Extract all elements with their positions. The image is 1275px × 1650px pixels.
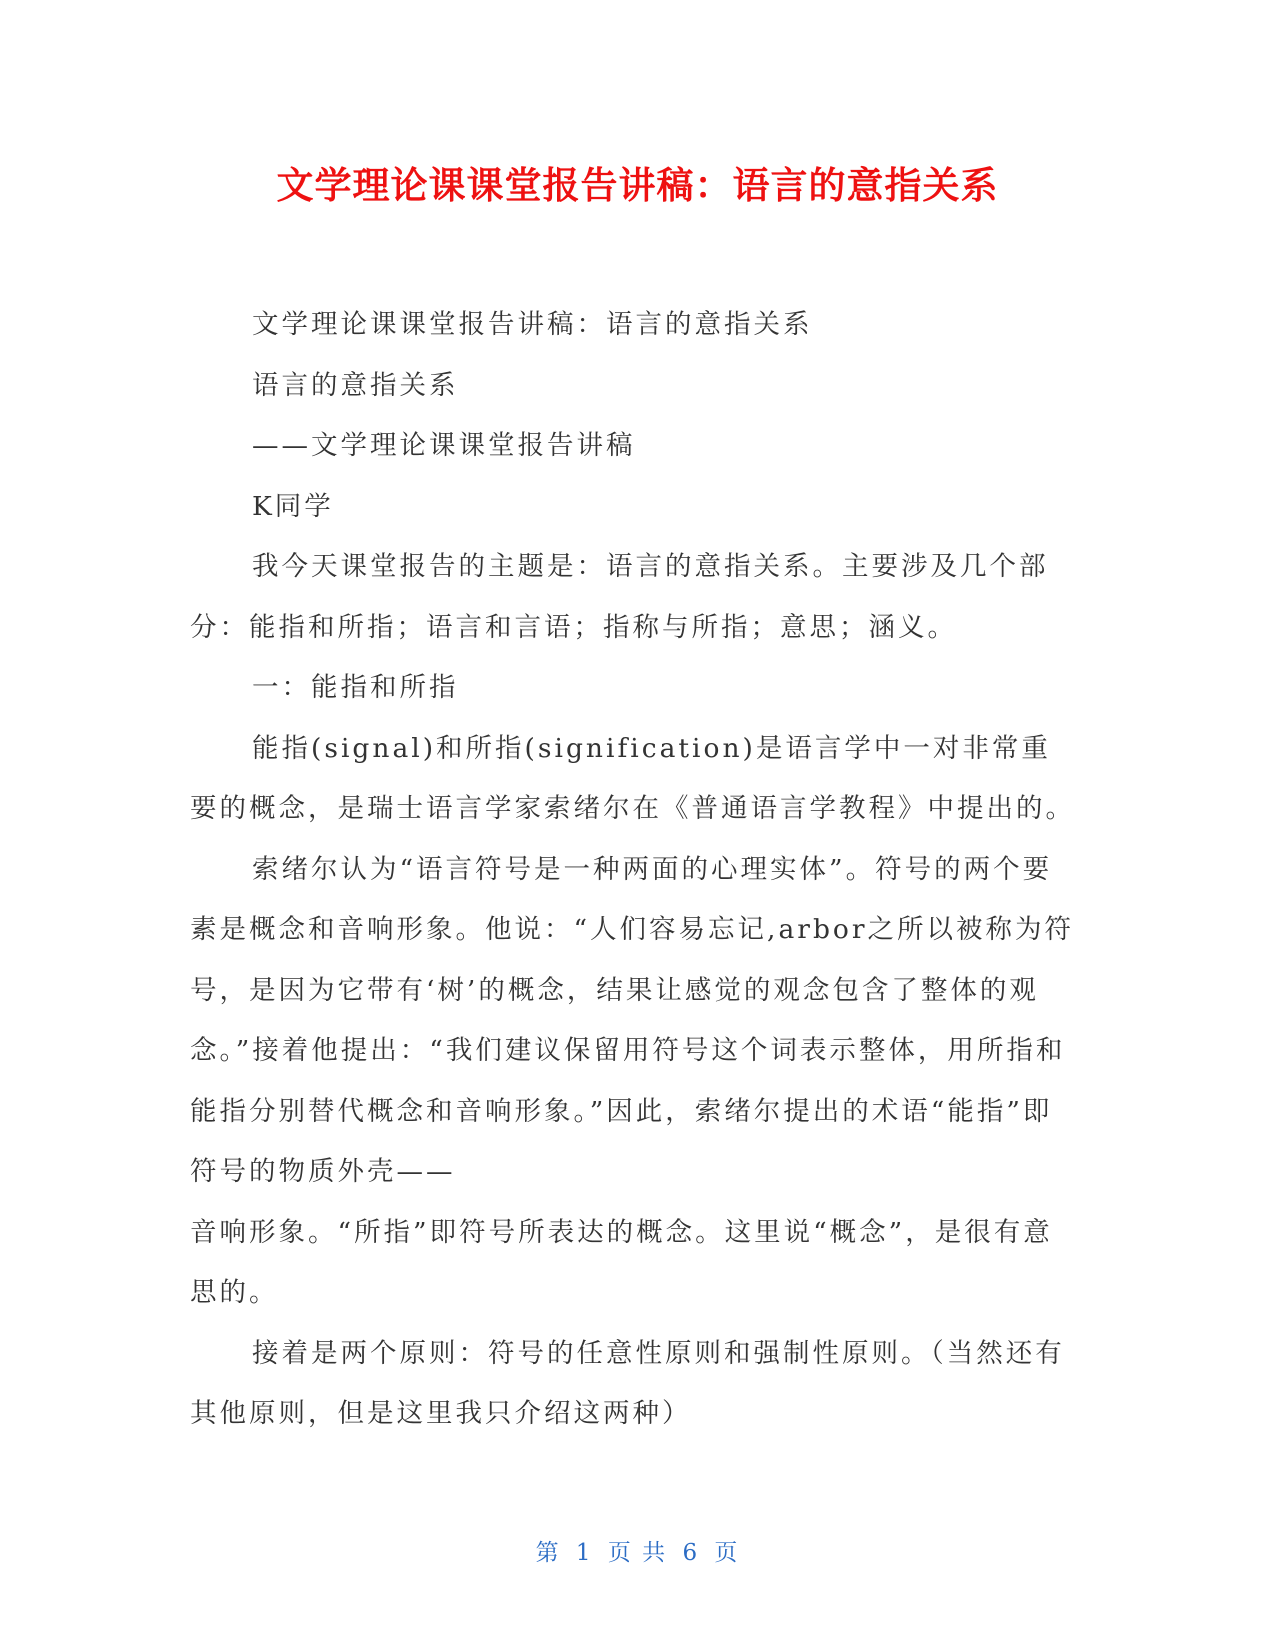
paragraph: 接着是两个原则：符号的任意性原则和强制性原则。（当然还有其他原则，但是这里我只介绍这两种） <box>190 1337 1065 1429</box>
paragraph: K同学 <box>252 490 334 522</box>
paragraph: 语言的意指关系 <box>252 369 459 401</box>
paragraph: 索绪尔认为“语言符号是一种两面的心理实体”。符号的两个要素是概念和音响形象。他说：“人们容易忘记,arbor之所以被称为符号，是因为它带有‘树’的概念，结果让感觉的观念包含了整体的观念。”接着他提出：“我们建议保留用符号这个词表示整体，用所指和能指分别替代概念和音响形象。”因此，索绪尔提出的术语“能指”即符号的物质外壳—— <box>190 853 1075 1187</box>
document-body <box>190 295 1080 1445</box>
page-label-prefix: 第 <box>535 1540 561 1566</box>
page-label-mid: 页 共 <box>607 1540 668 1566</box>
current-page-number: 1 <box>575 1540 593 1566</box>
page-label-suffix: 页 <box>714 1540 740 1566</box>
paragraph: 文学理论课课堂报告讲稿：语言的意指关系 <box>252 309 813 340</box>
paragraph: 我今天课堂报告的主题是：语言的意指关系。主要涉及几个部分：能指和所指；语言和言语；指称与所指；意思；涵义。 <box>190 551 1049 643</box>
paragraph: 音响形象。“所指”即符号所表达的概念。这里说“概念”，是很有意思的。 <box>190 1216 1053 1308</box>
total-pages-number: 6 <box>682 1540 700 1566</box>
paragraph: 一：能指和所指 <box>252 672 459 703</box>
paragraph: ——文学理论课课堂报告讲稿 <box>252 430 636 461</box>
paragraph: 能指(signal)和所指(signification)是语言学中一对非常重要的概念，是瑞士语言学家索绪尔在《普通语言学教程》中提出的。 <box>190 732 1075 824</box>
document-title: 文学理论课课堂报告讲稿：语言的意指关系 <box>276 164 999 207</box>
page-number-footer <box>0 1534 1275 1567</box>
